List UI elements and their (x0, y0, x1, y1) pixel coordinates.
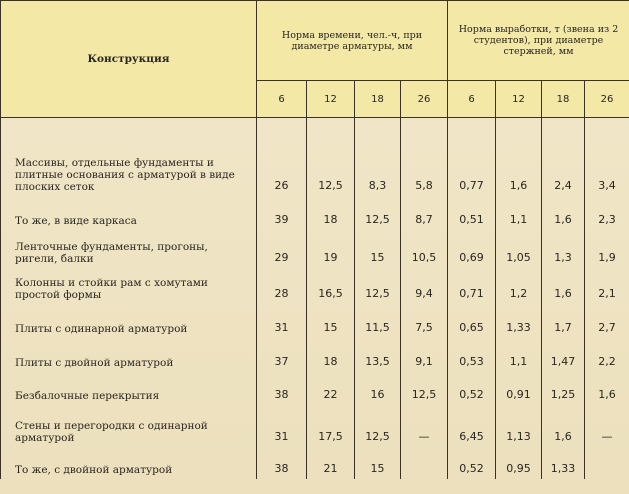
table-row (1, 405, 629, 447)
time-norm-value: 5,8 (415, 179, 433, 192)
table-row (1, 268, 629, 304)
output-norm-cell (585, 268, 629, 304)
output-norm-value: 2,2 (598, 355, 616, 368)
time-diameter-header: 12 (307, 81, 355, 118)
time-norm-value: 16,5 (318, 287, 343, 300)
output-norm-value: 1,1 (509, 355, 528, 368)
time-norm-value: 38 (274, 388, 289, 401)
time-norm-value: 12,5 (365, 287, 390, 300)
output-norm-cell (448, 196, 496, 230)
time-norm-value: 18 (323, 213, 338, 226)
time-norm-cell (257, 372, 307, 405)
time-norm-cell (257, 230, 307, 268)
time-norm-cell (307, 196, 355, 230)
output-norm-value (585, 475, 629, 479)
output-norm-value: 0,91 (506, 388, 531, 401)
time-norm-cell (307, 230, 355, 268)
time-norm-cell (355, 118, 401, 197)
output-norm-cell (448, 268, 496, 304)
time-norm-value: 21 (323, 462, 338, 475)
time-norm-value: 19 (323, 251, 338, 264)
output-norm-cell (542, 268, 585, 304)
time-norm-cell (307, 447, 355, 479)
table-row (1, 230, 629, 268)
output-norm-value: 2,1 (598, 287, 616, 300)
output-norm-cell (542, 372, 585, 405)
time-norm-header: Норма времени, чел.-ч, при диаметре арматуры, мм (257, 1, 448, 81)
time-norm-value: 29 (274, 251, 289, 264)
output-norm-cell (496, 304, 542, 338)
output-norm-value: 1,2 (509, 287, 528, 300)
output-diameter-header: 18 (542, 81, 585, 118)
time-norm-cell (307, 268, 355, 304)
output-norm-value: 0,52 (459, 462, 484, 475)
time-norm-value: 15 (370, 251, 385, 264)
output-norm-cell (542, 405, 585, 447)
output-norm-cell (542, 118, 585, 197)
output-norm-value: 1,6 (554, 287, 572, 300)
construction-name: То же, в виде каркаса (15, 215, 137, 227)
time-norm-cell (257, 405, 307, 447)
output-norm-cell (448, 372, 496, 405)
output-norm-cell (448, 447, 496, 479)
time-norm-value: 13,5 (365, 355, 390, 368)
time-norm-value: 38 (274, 462, 289, 475)
output-norm-cell (496, 196, 542, 230)
time-norm-cell (355, 230, 401, 268)
time-diameter-header: 6 (257, 81, 307, 118)
output-norm-cell (542, 230, 585, 268)
output-norm-value: 1,6 (554, 430, 572, 443)
time-norm-cell (257, 268, 307, 304)
time-norm-value: 10,5 (411, 251, 437, 264)
output-norm-value: 1,47 (550, 355, 576, 368)
time-norm-cell (355, 447, 401, 479)
time-diameter-header: 26 (401, 81, 448, 118)
output-norm-cell (542, 338, 585, 372)
output-norm-cell (585, 230, 629, 268)
time-norm-value: 22 (323, 388, 338, 401)
table-row (1, 338, 629, 372)
output-norm-value: 1,6 (509, 179, 528, 192)
output-norm-value: 1,33 (550, 462, 576, 475)
table-row (1, 196, 629, 230)
output-norm-cell (496, 405, 542, 447)
time-norm-cell (307, 338, 355, 372)
time-norm-value: — (418, 430, 430, 443)
time-norm-cell (257, 447, 307, 479)
time-norm-value: 26 (274, 179, 289, 192)
output-norm-value: — (601, 430, 613, 443)
output-norm-cell (585, 118, 629, 197)
time-norm-cell (307, 118, 355, 197)
table-row (1, 304, 629, 338)
output-norm-value: 1,33 (506, 321, 531, 334)
output-diameter-header: 12 (496, 81, 542, 118)
output-norm-cell (448, 118, 496, 197)
output-norm-value: 2,3 (598, 213, 616, 226)
time-norm-value: 11,5 (365, 321, 390, 334)
output-norm-value: 0,52 (459, 388, 484, 401)
time-norm-value: 7,5 (415, 321, 433, 334)
construction-name: Плиты с двойной арматурой (15, 357, 174, 369)
time-norm-cell (257, 118, 307, 197)
output-norm-value: 0,51 (459, 213, 484, 226)
time-norm-cell (401, 372, 448, 405)
construction-name: Массивы, отдельные фундаменты и плитные основания с арматурой в виде плоских сеток (15, 157, 235, 193)
output-norm-value: 0,69 (459, 251, 484, 264)
construction-name: Колонны и стойки рам с хомутами простой формы (15, 277, 208, 301)
time-norm-value (401, 475, 447, 479)
table-row (1, 447, 629, 479)
table-row (1, 372, 629, 405)
output-norm-value: 0,77 (459, 179, 484, 192)
time-norm-cell (355, 338, 401, 372)
output-diameter-header: 26 (585, 81, 629, 118)
time-norm-cell (307, 304, 355, 338)
output-norm-value: 3,4 (598, 179, 616, 192)
time-norm-value: 17,5 (318, 430, 343, 443)
output-norm-cell (585, 372, 629, 405)
output-norm-value: 2,7 (598, 321, 616, 334)
time-norm-cell (401, 338, 448, 372)
construction-name: Стены и перегородки с одинарной арматурой (15, 420, 208, 444)
time-norm-cell (401, 230, 448, 268)
time-norm-value: 8,7 (415, 213, 433, 226)
table-body (1, 118, 629, 480)
time-norm-cell (355, 196, 401, 230)
construction-name-cell (1, 405, 257, 447)
construction-name-cell (1, 372, 257, 405)
output-norm-value: 0,71 (459, 287, 484, 300)
output-norm-value: 1,9 (598, 251, 616, 264)
time-norm-value: 12,5 (365, 213, 390, 226)
time-norm-value: 12,5 (318, 179, 343, 192)
output-norm-cell (585, 304, 629, 338)
time-norm-value: 28 (274, 287, 289, 300)
time-diameter-header: 18 (355, 81, 401, 118)
time-norm-value: 18 (323, 355, 338, 368)
construction-name: Ленточные фундаменты, прогоны, ригели, балки (15, 241, 208, 265)
output-norm-cell (496, 268, 542, 304)
time-norm-cell (355, 304, 401, 338)
output-norm-cell (585, 447, 629, 479)
construction-name-cell (1, 230, 257, 268)
time-norm-cell (401, 196, 448, 230)
output-norm-value: 1,6 (554, 213, 572, 226)
output-norm-cell (496, 447, 542, 479)
output-norm-cell (496, 230, 542, 268)
time-norm-cell (401, 118, 448, 197)
output-norm-cell (448, 230, 496, 268)
output-norm-cell (542, 196, 585, 230)
time-norm-cell (355, 372, 401, 405)
output-norm-cell (585, 196, 629, 230)
time-norm-cell (355, 405, 401, 447)
construction-name-cell (1, 447, 257, 479)
output-norm-value: 1,13 (506, 430, 531, 443)
time-norm-value: 31 (274, 321, 289, 334)
time-norm-cell (257, 338, 307, 372)
time-norm-value: 15 (323, 321, 338, 334)
time-norm-value: 9,4 (415, 287, 433, 300)
output-norm-value: 1,6 (598, 388, 616, 401)
output-norm-cell (448, 405, 496, 447)
output-norm-value: 0,65 (459, 321, 484, 334)
time-norm-value: 12,5 (411, 388, 437, 401)
construction-name-cell (1, 118, 257, 197)
time-norm-value: 9,1 (415, 355, 433, 368)
output-norm-value: 0,95 (506, 462, 531, 475)
time-norm-value: 15 (370, 462, 385, 475)
construction-name: Безбалочные перекрытия (15, 390, 160, 402)
time-norm-cell (401, 405, 448, 447)
output-norm-cell (448, 338, 496, 372)
time-norm-cell (257, 196, 307, 230)
output-norm-cell (448, 304, 496, 338)
output-norm-value: 0,53 (459, 355, 484, 368)
output-norm-cell (496, 118, 542, 197)
time-norm-cell (307, 405, 355, 447)
time-norm-value: 39 (274, 213, 289, 226)
output-norm-value: 1,1 (509, 213, 528, 226)
construction-name: Плиты с одинарной арматурой (15, 323, 188, 335)
time-norm-value: 31 (274, 430, 289, 443)
output-norm-cell (496, 338, 542, 372)
output-norm-cell (542, 304, 585, 338)
construction-name-cell (1, 196, 257, 230)
output-norm-cell (585, 405, 629, 447)
time-norm-cell (401, 304, 448, 338)
time-norm-cell (401, 447, 448, 479)
time-norm-cell (355, 268, 401, 304)
output-diameter-header: 6 (448, 81, 496, 118)
time-norm-value: 12,5 (365, 430, 390, 443)
construction-name: То же, с двойной арматурой (15, 464, 173, 476)
output-norm-value: 1,3 (554, 251, 572, 264)
time-norm-value: 16 (370, 388, 385, 401)
table-row (1, 118, 629, 197)
time-norm-value: 37 (274, 355, 289, 368)
time-norm-cell (307, 372, 355, 405)
construction-column-header: Конструкция (1, 1, 257, 118)
construction-name-cell (1, 304, 257, 338)
output-norm-value: 6,45 (459, 430, 484, 443)
construction-name-cell (1, 268, 257, 304)
time-norm-value: 8,3 (368, 179, 387, 192)
output-norm-value: 1,25 (550, 388, 576, 401)
output-norm-value: 1,05 (506, 251, 531, 264)
output-norm-cell (542, 447, 585, 479)
time-norm-cell (401, 268, 448, 304)
output-norm-header: Норма выработки, т (звена из 2 студентов), при диаметре стержней, мм (448, 1, 629, 81)
construction-name-cell (1, 338, 257, 372)
output-norm-cell (496, 372, 542, 405)
output-norm-value: 2,4 (554, 179, 572, 192)
time-norm-cell (257, 304, 307, 338)
output-norm-value: 1,7 (554, 321, 572, 334)
output-norm-cell (585, 338, 629, 372)
